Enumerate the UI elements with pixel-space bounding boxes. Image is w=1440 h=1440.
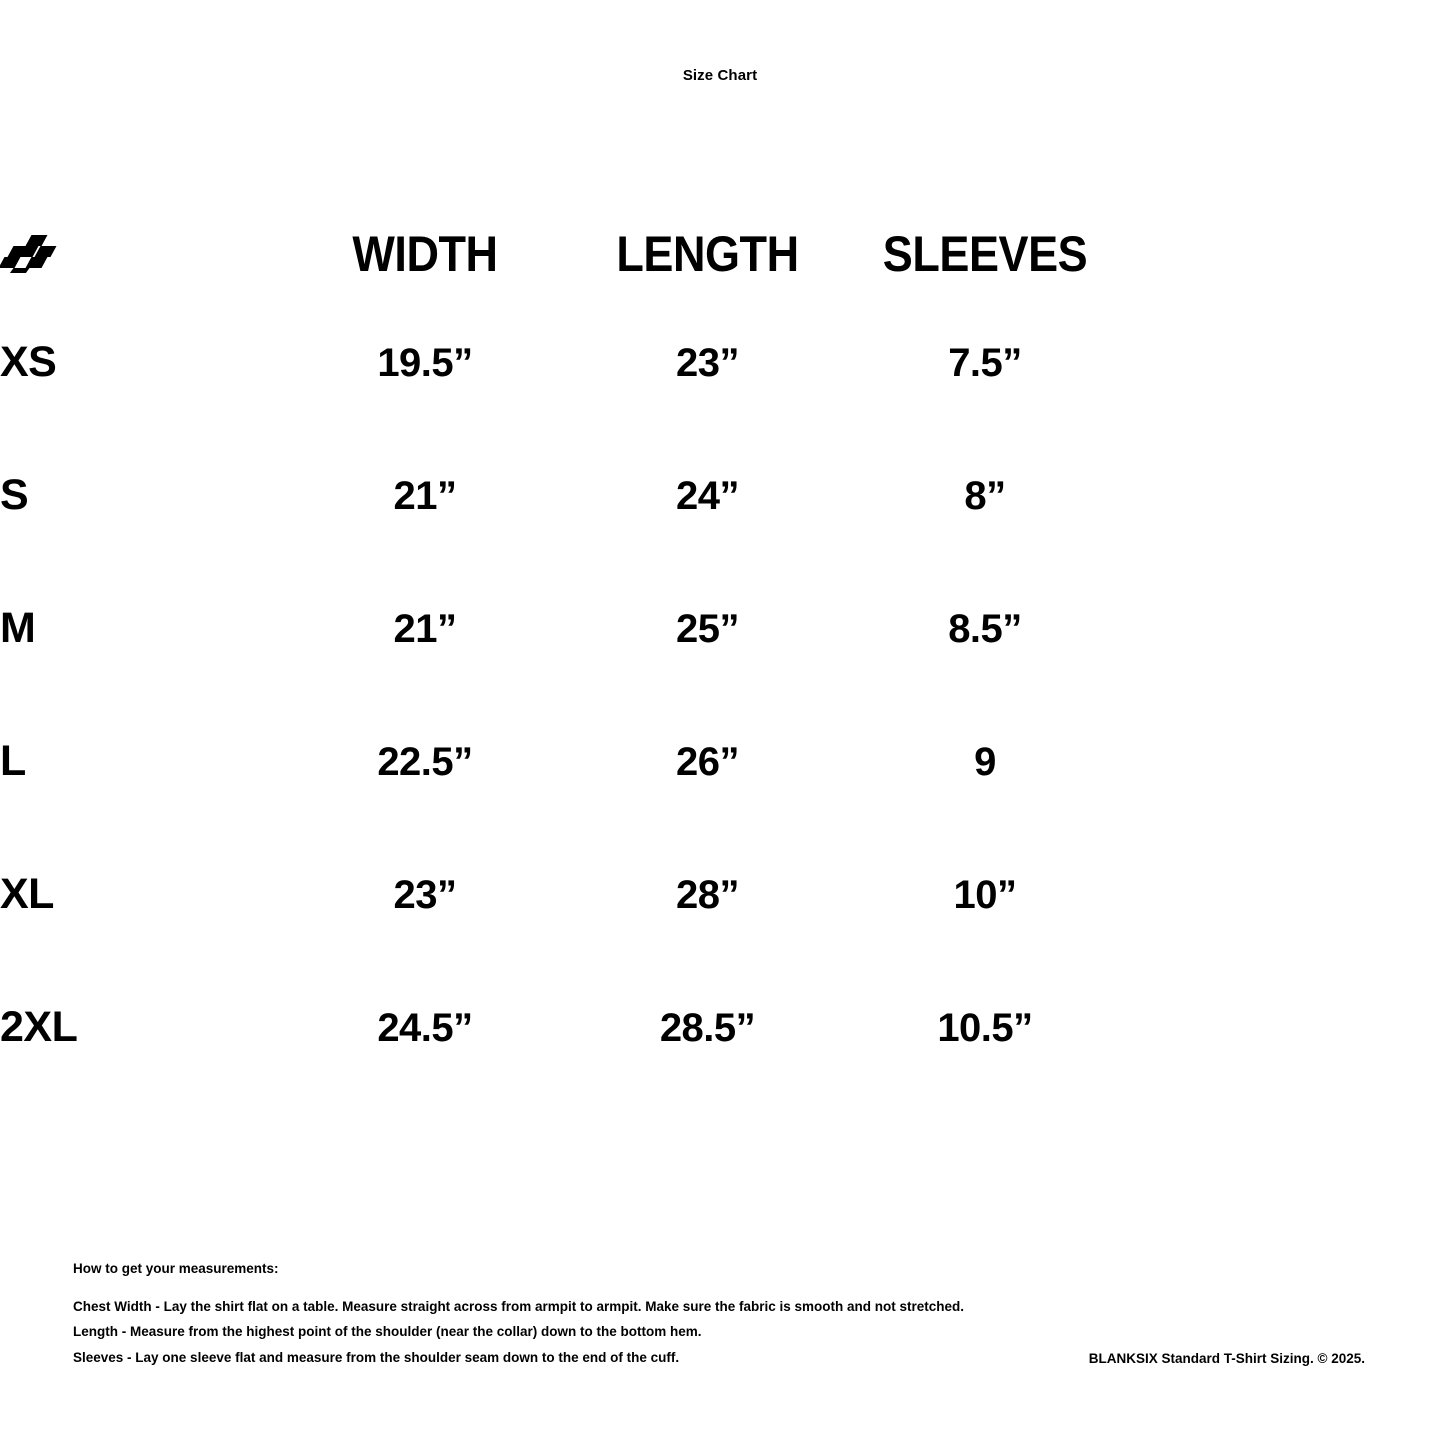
- size-label: XS: [0, 338, 57, 386]
- table-row: [0, 562, 1440, 695]
- sleeves-value: 10.5”: [937, 1005, 1033, 1050]
- row-spacer: [1125, 695, 1440, 828]
- size-label: L: [0, 737, 26, 785]
- brand-logo-cell: [0, 212, 280, 296]
- sleeves-value: 8.5”: [948, 606, 1022, 651]
- length-value: 24”: [676, 473, 739, 518]
- width-value: 22.5”: [377, 739, 473, 784]
- instruction-sleeves: Sleeves - Lay one sleeve flat and measure from the shoulder seam down to the end of the cuff.: [73, 1349, 680, 1365]
- instruction-length: Length - Measure from the highest point of the shoulder (near the collar) down to the bottom hem.: [73, 1324, 702, 1339]
- table-row: [0, 695, 1440, 828]
- table-header-row: [0, 212, 1440, 296]
- instruction-chest-width: Chest Width - Lay the shirt flat on a table. Measure straight across from armpit to armpit. Make sure the fabric is smooth and not stretched.: [73, 1298, 965, 1314]
- row-spacer: [1125, 296, 1440, 429]
- copyright-notice: BLANKSIX Standard T-Shirt Sizing. © 2025.: [1088, 1351, 1365, 1366]
- measurement-instructions: [73, 1262, 964, 1364]
- length-value: 25”: [676, 606, 739, 651]
- column-header-length: LENGTH: [616, 226, 799, 282]
- size-label: 2XL: [0, 1003, 78, 1051]
- column-header-width: WIDTH: [352, 226, 498, 282]
- width-value: 21”: [393, 606, 457, 651]
- sleeves-value: 7.5”: [948, 340, 1022, 385]
- instructions-heading: How to get your measurements:: [73, 1261, 279, 1276]
- sleeves-value: 10”: [953, 872, 1017, 917]
- table-row: [0, 961, 1440, 1094]
- row-spacer: [1125, 562, 1440, 695]
- size-chart-table: [0, 212, 1440, 1094]
- size-label: S: [0, 471, 29, 519]
- column-header-sleeves: SLEEVES: [882, 226, 1088, 282]
- width-value: 19.5”: [377, 340, 473, 385]
- row-spacer: [1125, 429, 1440, 562]
- length-value: 26”: [676, 739, 739, 784]
- row-spacer: [1125, 828, 1440, 961]
- header-spacer: [1125, 212, 1440, 296]
- table-row: [0, 296, 1440, 429]
- sleeves-value: 9: [974, 739, 996, 784]
- width-value: 21”: [393, 473, 457, 518]
- size-label: M: [0, 604, 36, 652]
- length-value: 23”: [676, 340, 739, 385]
- width-value: 23”: [393, 872, 457, 917]
- width-value: 24.5”: [377, 1005, 473, 1050]
- checkered-flag-logo-icon: [0, 235, 58, 273]
- size-label: XL: [0, 870, 54, 918]
- table-row: [0, 828, 1440, 961]
- length-value: 28.5”: [659, 1005, 756, 1050]
- row-spacer: [1125, 961, 1440, 1094]
- table-row: [0, 429, 1440, 562]
- length-value: 28”: [676, 872, 739, 917]
- sleeves-value: 8”: [964, 473, 1006, 518]
- page-title: Size Chart: [682, 67, 758, 84]
